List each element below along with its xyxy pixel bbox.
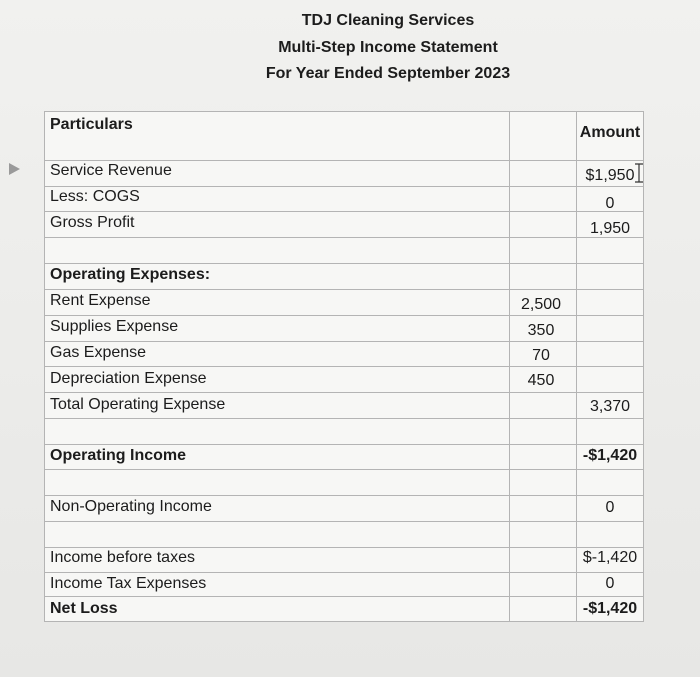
row-label: Gas Expense bbox=[50, 344, 147, 361]
row-label: Total Operating Expense bbox=[50, 396, 226, 413]
row-amount: 0 bbox=[605, 195, 615, 212]
row-amount: 0 bbox=[605, 499, 615, 516]
income-statement-table bbox=[44, 111, 644, 622]
statement-header bbox=[250, 8, 526, 88]
ibeam-cursor-icon bbox=[633, 163, 645, 183]
table-row bbox=[44, 494, 644, 520]
table-row bbox=[44, 545, 644, 571]
row-subamount: 70 bbox=[532, 347, 550, 364]
row-amount[interactable]: $1,950 bbox=[585, 167, 635, 184]
row-label: Service Revenue bbox=[50, 162, 172, 179]
table-row bbox=[44, 443, 644, 469]
row-label: Income Tax Expenses bbox=[50, 575, 207, 592]
row-amount: 0 bbox=[605, 575, 615, 592]
row-amount: -$1,420 bbox=[582, 447, 638, 464]
row-label: Less: COGS bbox=[50, 188, 140, 205]
statement-period: For Year Ended September 2023 bbox=[265, 65, 511, 82]
row-label: Supplies Expense bbox=[50, 318, 179, 335]
row-label: Income before taxes bbox=[50, 549, 195, 566]
column-header-amount: Amount bbox=[579, 124, 641, 141]
table-row bbox=[44, 366, 644, 392]
table-row bbox=[44, 184, 644, 210]
table-row bbox=[44, 158, 644, 184]
row-label: Non-Operating Income bbox=[50, 498, 212, 515]
row-divider bbox=[44, 521, 644, 522]
table-row bbox=[44, 340, 644, 366]
row-amount: -$1,420 bbox=[582, 600, 638, 617]
row-divider bbox=[44, 237, 644, 238]
row-subamount: 350 bbox=[527, 322, 555, 339]
table-row bbox=[44, 392, 644, 418]
table-row bbox=[44, 262, 644, 288]
column-header-particulars: Particulars bbox=[50, 116, 133, 133]
table-row bbox=[44, 210, 644, 236]
company-name: TDJ Cleaning Services bbox=[301, 12, 475, 29]
table-row bbox=[44, 314, 644, 340]
row-amount: $-1,420 bbox=[582, 549, 638, 566]
table-row bbox=[44, 596, 644, 622]
row-label: Depreciation Expense bbox=[50, 370, 207, 387]
row-label: Operating Income bbox=[50, 447, 187, 464]
statement-title: Multi-Step Income Statement bbox=[278, 38, 498, 56]
table-row bbox=[44, 571, 644, 597]
row-subamount: 2,500 bbox=[520, 296, 562, 313]
row-divider bbox=[44, 418, 644, 419]
play-arrow-icon bbox=[9, 163, 20, 175]
row-label: Net Loss bbox=[50, 600, 118, 617]
row-amount: 1,950 bbox=[589, 220, 631, 237]
section-label: Operating Expenses: bbox=[50, 266, 211, 283]
table-row bbox=[44, 288, 644, 314]
row-divider bbox=[44, 469, 644, 470]
row-amount: 3,370 bbox=[589, 398, 631, 415]
row-label: Rent Expense bbox=[50, 292, 151, 309]
row-subamount: 450 bbox=[527, 372, 555, 389]
row-label: Gross Profit bbox=[50, 214, 135, 231]
